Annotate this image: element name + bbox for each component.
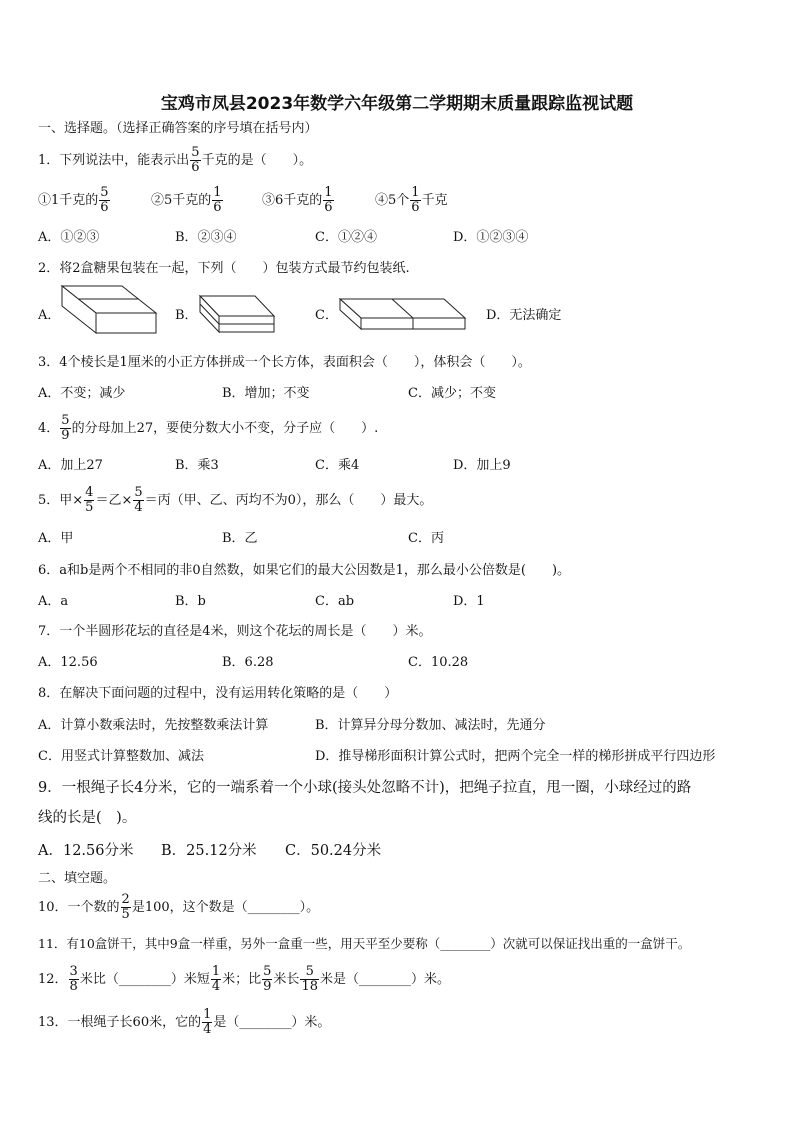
q4-choice-d: D．加上9 (453, 458, 511, 473)
q1-statement-1: ①1千克的 $\frac{5}{6}$ (38, 185, 109, 215)
q9-choice-b: B．25.12分米 (161, 843, 257, 859)
section-heading-fill: 二、填空题。 (38, 871, 117, 886)
fraction: $\frac{5}{4}$ (134, 485, 143, 515)
question-12: 12． $\frac{3}{8}$ 米比（________）米短 $\frac{1}{4}$ 米；比 $\frac{5}{9}$ 米长 $\frac{5}{18}$ 米是（________）米。 (38, 964, 450, 994)
q8-choice-b: B．计算异分母分数加、减法时，先通分 (315, 718, 546, 733)
fraction: $\frac{5}{6}$ (100, 185, 109, 215)
fraction: $\frac{1}{6}$ (324, 185, 333, 215)
two-boxes-flat-figure (58, 283, 160, 339)
q8-choice-d: D．推导梯形面积计算公式时，把两个完全一样的梯形拼成平行四边形 (315, 749, 716, 764)
q7-choice-c: C．10.28 (408, 655, 469, 670)
question-2: 2．将2盒糖果包装在一起，下列（ ）包装方式最节约包装纸. (38, 261, 410, 276)
fraction: $\frac{1}{6}$ (411, 185, 420, 215)
question-5: 5．甲× $\frac{4}{5}$ ＝乙× $\frac{5}{4}$ ＝丙（甲、乙、丙均不为0），那么（ ）最大。 (38, 485, 433, 515)
question-3: 3．4个棱长是1厘米的小正方体拼成一个长方体，表面积会（ ），体积会（ ）。 (38, 355, 531, 370)
question-13: 13．一根绳子长60米，它的 $\frac{1}{4}$ 是（________）米。 (38, 1007, 331, 1037)
q4-choice-b: B．乘3 (175, 458, 219, 473)
q1-statement-3: ③6千克的 $\frac{1}{6}$ (262, 185, 333, 215)
question-1 (38, 146, 312, 175)
fraction: $\frac{4}{5}$ (85, 485, 94, 515)
two-boxes-side-by-side-figure (337, 296, 469, 332)
q9-choice-c: C．50.24分米 (285, 843, 382, 859)
question-1-text: 1．下列说法中，能表示出 (38, 153, 190, 168)
q9-choice-a: A．12.56分米 (38, 843, 134, 859)
q6-choice-b: B．b (175, 594, 206, 609)
question-9-line-2: 线的长是( )。 (38, 810, 137, 826)
q7-choice-a: A．12.56 (38, 655, 98, 670)
q2-choice-b: B． (175, 308, 198, 323)
q5-choice-b: B．乙 (222, 531, 258, 546)
question-9-line-1: 9．一根绳子长4分米，它的一端系着一个小球(接头处忽略不计)，把绳子拉直，甩一圈，小球经过的路 (38, 780, 692, 796)
fraction: $\frac{2}{5}$ (121, 892, 130, 922)
fraction: $\frac{5}{9}$ (61, 413, 70, 443)
question-10: 10．一个数的 $\frac{2}{5}$ 是100，这个数是（________）。 (38, 892, 320, 922)
fraction: $\frac{5}{9}$ (263, 964, 272, 994)
fraction: $\frac{1}{4}$ (203, 1007, 212, 1037)
question-1-text-end: 千克的是（ ）。 (201, 153, 313, 168)
q8-choice-c: C．用竖式计算整数加、减法 (38, 749, 204, 764)
q1-choice-b: B．②③④ (175, 230, 237, 245)
question-11: 11．有10盒饼干，其中9盒一样重，另外一盒重一些，用天平至少要称（________）次就可以保证找出重的一盒饼干。 (38, 936, 691, 951)
fraction: $\frac{3}{8}$ (69, 964, 78, 994)
fraction: $\frac{5}{6}$ (191, 145, 200, 175)
q1-statement-4: ④5个 $\frac{1}{6}$ 千克 (375, 185, 448, 215)
q1-choice-c: C．①②④ (315, 230, 377, 245)
q3-choice-c: C．减少；不变 (408, 386, 496, 401)
q5-choice-a: A．甲 (38, 531, 74, 546)
question-6: 6．a和b是两个不相同的非0自然数，如果它们的最大公因数是1，那么最小公倍数是( )。 (38, 563, 571, 578)
two-boxes-stacked-figure (197, 293, 277, 335)
fraction: $\frac{1}{6}$ (213, 185, 222, 215)
q6-choice-d: D．1 (453, 594, 485, 609)
q5-choice-c: C．丙 (408, 531, 444, 546)
question-8: 8．在解决下面问题的过程中，没有运用转化策略的是（ ） (38, 686, 398, 701)
q2-choice-c: C． (315, 308, 338, 323)
q4-choice-a: A．加上27 (38, 458, 103, 473)
q1-choice-d: D．①②③④ (453, 230, 529, 245)
q2-choice-a: A． (38, 308, 61, 323)
q8-choice-a: A．计算小数乘法时，先按整数乘法计算 (38, 718, 269, 733)
q3-choice-a: A．不变；减少 (38, 386, 126, 401)
q1-statement-2: ②5千克的 $\frac{1}{6}$ (151, 185, 222, 215)
fraction: $\frac{1}{4}$ (211, 964, 221, 994)
q7-choice-b: B．6.28 (222, 655, 274, 670)
page-title: 宝鸡市凤县2023年数学六年级第二学期期末质量跟踪监视试题 (160, 94, 634, 114)
q6-choice-a: A．a (38, 594, 69, 609)
question-7: 7．一个半圆形花坛的直径是4米，则这个花坛的周长是（ ）米。 (38, 624, 432, 639)
q3-choice-b: B．增加；不变 (222, 386, 310, 401)
q4-choice-c: C．乘4 (315, 458, 360, 473)
question-4: 4． $\frac{5}{9}$ 的分母加上27，要使分数大小不变，分子应（ ）. (38, 413, 379, 443)
q6-choice-c: C．ab (315, 594, 355, 609)
fraction: $\frac{5}{18}$ (301, 964, 318, 994)
q2-choice-d: D．无法确定 (486, 308, 562, 323)
q1-choice-a: A．①②③ (38, 230, 100, 245)
section-heading-choice: 一、选择题。（选择正确答案的序号填在括号内） (38, 121, 318, 136)
